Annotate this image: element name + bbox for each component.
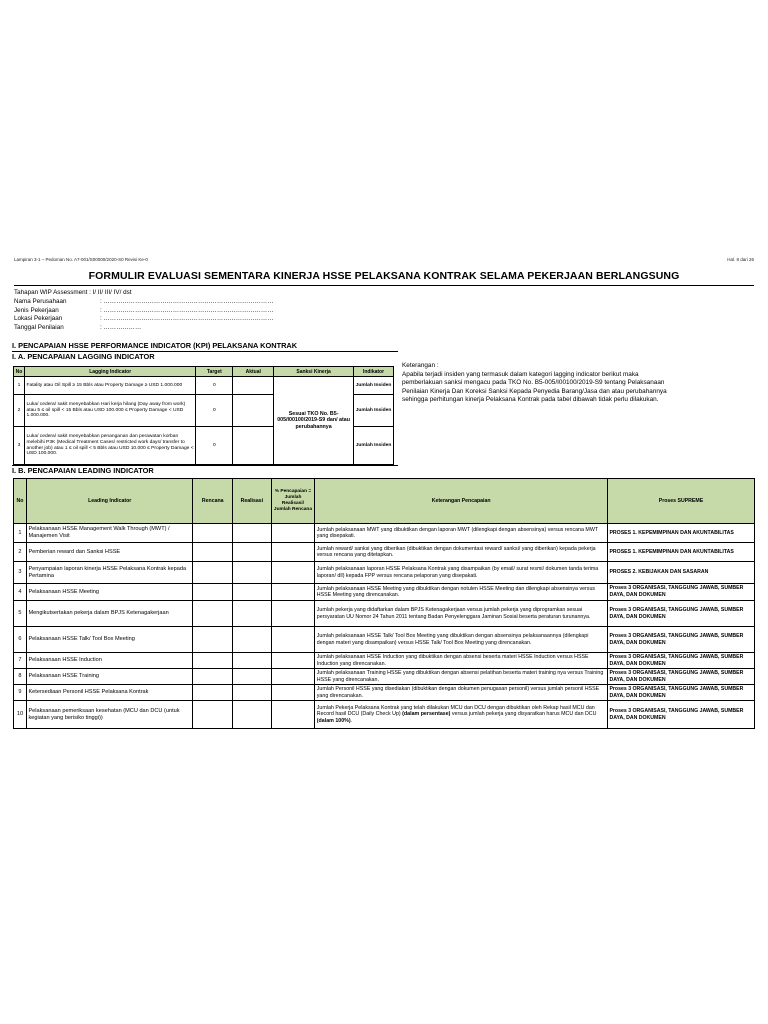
actual-value[interactable] bbox=[233, 427, 274, 465]
indicator-text: Pelaksanaan HSSE Training bbox=[26, 669, 193, 685]
leading-table bbox=[13, 478, 755, 729]
table-row bbox=[14, 584, 755, 601]
proses-cell: Proses 3 ORGANISASI, TANGGUNG JAWAB, SUMBER DAYA, DAN DOKUMEN bbox=[607, 627, 754, 653]
col-header: Sanksi Kinerja bbox=[274, 367, 354, 377]
realisasi-cell[interactable] bbox=[233, 653, 272, 669]
keterangan-emphasis: (dalam 100%) bbox=[316, 717, 351, 724]
col-header: Target bbox=[196, 367, 233, 377]
row-number: 3 bbox=[14, 562, 27, 584]
pencapaian-cell[interactable] bbox=[271, 627, 315, 653]
realisasi-cell[interactable] bbox=[233, 584, 272, 601]
keterangan-text: versus jumlah pekerja yang disyaratkan harus MCU dan DCU bbox=[450, 711, 597, 718]
row-number: 5 bbox=[14, 601, 27, 627]
pencapaian-cell[interactable] bbox=[271, 601, 315, 627]
actual-value[interactable] bbox=[233, 377, 274, 395]
row-number: 7 bbox=[14, 653, 27, 669]
col-header: Proses SUPREME bbox=[607, 479, 754, 524]
target-value: 0 bbox=[196, 377, 233, 395]
indicator-text: Pelaksanaan HSSE Induction bbox=[26, 653, 193, 669]
table-header-row bbox=[14, 367, 394, 377]
rencana-cell[interactable] bbox=[193, 653, 233, 669]
proses-cell: Proses 3 ORGANISASI, TANGGUNG JAWAB, SUMBER DAYA, DAN DOKUMEN bbox=[607, 701, 754, 729]
keterangan-cell: Jumlah pelaksanaan Training HSSE yang dibuktikan dengan absensi pelatihan beserta materi training nya versus Training HSSE yang direncanakan. bbox=[315, 669, 608, 685]
pencapaian-cell[interactable] bbox=[271, 562, 315, 584]
keterangan-cell: Jumlah pekerja yang didaftarkan dalam BPJS Ketenagakerjaan versus jumlah pekerja yang diprogramkan sesuai persyaratan UU Nomor 24 Tahun 2011 tentang Badan Penyelenggara Jaminan Sosial beserta peraturan turunannya. bbox=[315, 601, 608, 627]
indicator-text: Pemberian reward dan Sanksi HSSE bbox=[26, 543, 193, 562]
keterangan-line: Penilaian Kinerja Dan Koreksi Sanksi Kepada Penyedia Barang/Jasa dan atau perubahannya bbox=[402, 387, 667, 395]
table-header-row bbox=[14, 479, 755, 524]
keterangan-line: Apabila terjadi insiden yang termasuk dalam kategori lagging indicator berikut maka bbox=[402, 370, 639, 378]
col-header: Keterangan Pencapaian bbox=[315, 479, 608, 524]
keterangan-cell: Jumlah pelaksanaan laporan HSSE Pelaksana Kontrak yang disampaikan (by email/ surat resmi/ dokumen tanda terima laporan/ dll) kepada FPP versus rencana pelaporan yang disepakati. bbox=[315, 562, 608, 584]
col-header: No bbox=[14, 479, 27, 524]
proses-cell: Proses 3 ORGANISASI, TANGGUNG JAWAB, SUMBER DAYA, DAN DOKUMEN bbox=[607, 669, 754, 685]
row-number: 2 bbox=[14, 395, 25, 427]
section-b-heading: I. B. PENCAPAIAN LEADING INDICATOR bbox=[12, 466, 154, 475]
meta-value: : ……………………………………………………………………… bbox=[100, 306, 274, 314]
row-number: 2 bbox=[14, 543, 27, 562]
col-header: Rencana bbox=[193, 479, 233, 524]
row-number: 6 bbox=[14, 627, 27, 653]
row-number: 1 bbox=[14, 377, 25, 395]
table-row bbox=[14, 653, 755, 669]
indicator-unit: Jumlah Insiden bbox=[354, 395, 394, 427]
meta-row-company bbox=[14, 298, 274, 307]
row-number: 9 bbox=[14, 685, 27, 701]
meta-label: Jenis Pekerjaan bbox=[14, 306, 59, 314]
realisasi-cell[interactable] bbox=[233, 524, 272, 543]
col-header: Indikator bbox=[354, 367, 394, 377]
rencana-cell[interactable] bbox=[193, 524, 233, 543]
realisasi-cell[interactable] bbox=[233, 701, 272, 729]
target-value: 0 bbox=[196, 395, 233, 427]
pencapaian-cell[interactable] bbox=[271, 584, 315, 601]
table-row bbox=[14, 562, 755, 584]
row-number: 4 bbox=[14, 584, 27, 601]
indicator-text: Pelaksanaan pemeriksaan kesehatan (MCU dan DCU (untuk kegiatan yang berisiko tinggi)) bbox=[26, 701, 193, 729]
meta-value: : ……………… bbox=[100, 324, 142, 332]
realisasi-cell[interactable] bbox=[233, 543, 272, 562]
col-header: Realisasi bbox=[233, 479, 272, 524]
col-header: Aktual bbox=[233, 367, 274, 377]
table-row bbox=[14, 377, 394, 395]
pencapaian-cell[interactable] bbox=[271, 653, 315, 669]
rencana-cell[interactable] bbox=[193, 669, 233, 685]
meta-label: Nama Perusahaan bbox=[14, 297, 67, 305]
meta-value: : ……………………………………………………………………… bbox=[100, 315, 274, 323]
col-header: Leading Indicator bbox=[26, 479, 193, 524]
indicator-text: Mengikutsertakan pekerja dalam BPJS Ketenagakerjaan bbox=[26, 601, 193, 627]
pencapaian-cell[interactable] bbox=[271, 685, 315, 701]
section-1-heading: I. PENCAPAIAN HSSE PERFORMANCE INDICATOR (KPI) PELAKSANA KONTRAK bbox=[12, 341, 298, 350]
keterangan-title: Keterangan : bbox=[402, 362, 439, 369]
sanksi-cell: Sesuai TKO No. B5-005/I00100/2019-S9 dan/ atau perubahannya bbox=[274, 377, 354, 465]
row-number: 10 bbox=[14, 701, 27, 729]
proses-cell: PROSES 2. KEBIJAKAN DAN SASARAN bbox=[607, 562, 754, 584]
realisasi-cell[interactable] bbox=[233, 562, 272, 584]
indicator-text: Fatality atau Oil Spill ≥ 15 Bbls atau Property Damage ≥ USD 1.000.000 bbox=[24, 377, 195, 395]
rencana-cell[interactable] bbox=[193, 543, 233, 562]
page-number: Hal. 8 dari 26 bbox=[727, 257, 754, 262]
meta-value: : ……………………………………………………………………… bbox=[100, 297, 274, 305]
indicator-unit: Jumlah Insiden bbox=[354, 377, 394, 395]
rencana-cell[interactable] bbox=[193, 627, 233, 653]
indicator-text: Penyampaian laporan kinerja HSSE Pelaksana Kontrak kepada Pertamina bbox=[26, 562, 193, 584]
keterangan-emphasis: (dalam persentase) bbox=[402, 711, 451, 718]
row-number: 1 bbox=[14, 524, 27, 543]
meta-block bbox=[14, 289, 274, 333]
keterangan-line: pemberlakuan sanksi mengacu pada TKO No. B5-005/I00100/2019-S9 tentang Pelaksanaan bbox=[402, 379, 665, 387]
meta-row-date bbox=[14, 324, 274, 333]
keterangan-cell: Jumlah reward/ sanksi yang diberikan (dibuktikan dengan dokumentasi reward/ sanksi/ yang diberikan) kepada pekerja versus rencana yang ditetapkan. bbox=[315, 543, 608, 562]
keterangan-text: Jumlah Pekerja Pelaksana Kontrak yang telah dilakukan MCU dan DCU dengan dibuktikan oleh Rekap hasil MCU dan Record hasil DCU (Daily Check Up) bbox=[316, 704, 595, 718]
table-row bbox=[14, 669, 755, 685]
keterangan-cell bbox=[315, 701, 608, 729]
proses-cell: PROSES 1. KEPEMIMPINAN DAN AKUNTABILITAS bbox=[607, 524, 754, 543]
col-header: % Pencapaian = Jumlah Realisasi/ Jumlah Rencana bbox=[271, 479, 315, 524]
meta-row-job bbox=[14, 307, 274, 316]
title-divider bbox=[14, 285, 754, 286]
target-value: 0 bbox=[196, 427, 233, 465]
keterangan-cell: Jumlah pelaksanaan HSSE Induction yang dibuktikan dengan absensi beserta materi HSSE Induction versus HSSE Induction yang direncanakan. bbox=[315, 653, 608, 669]
table-row bbox=[14, 601, 755, 627]
pencapaian-cell[interactable] bbox=[271, 543, 315, 562]
stage-label: Tahapan WIP Assessment : I/ II/ III/ IV/ dst bbox=[14, 289, 132, 296]
rencana-cell[interactable] bbox=[193, 584, 233, 601]
proses-cell: Proses 3 ORGANISASI, TANGGUNG JAWAB, SUMBER DAYA, DAN DOKUMEN bbox=[607, 685, 754, 701]
indicator-text: Luka/ cedera/ sakit menyebabkan Hari kerja hilang (Day away from work) atau 5 ≤ oil spill < 15 Bbls atau USD 100.000 ≤ Property Damage < USD 1.000.000. bbox=[24, 395, 195, 427]
row-number: 8 bbox=[14, 669, 27, 685]
realisasi-cell[interactable] bbox=[233, 601, 272, 627]
proses-cell: PROSES 1. KEPEMIMPINAN DAN AKUNTABILITAS bbox=[607, 543, 754, 562]
proses-cell: Proses 3 ORGANISASI, TANGGUNG JAWAB, SUMBER DAYA, DAN DOKUMEN bbox=[607, 601, 754, 627]
rencana-cell[interactable] bbox=[193, 701, 233, 729]
realisasi-cell[interactable] bbox=[233, 685, 272, 701]
actual-value[interactable] bbox=[233, 395, 274, 427]
col-header: Lagging Indicator bbox=[24, 367, 195, 377]
indicator-unit: Jumlah Insiden bbox=[354, 427, 394, 465]
indicator-text: Ketersediaan Personil HSSE Pelaksana Kontrak bbox=[26, 685, 193, 701]
indicator-text: Pelaksanaan HSSE Management Walk Through (MWT) / Manajemen Visit bbox=[26, 524, 193, 543]
row-number: 3 bbox=[14, 427, 25, 465]
col-header: No bbox=[14, 367, 25, 377]
keterangan-cell: Jumlah pelaksanaan MWT yang dibuktikan dengan laporan MWT (dilengkapi dengan absensinya) versus rencana MWT yang disepakati. bbox=[315, 524, 608, 543]
keterangan-cell: Jumlah Personil HSSE yang disediakan (dibuktikan dengan dokumen penugasan personil) versus jumlah personil HSSE yang direncanakan. bbox=[315, 685, 608, 701]
proses-cell: Proses 3 ORGANISASI, TANGGUNG JAWAB, SUMBER DAYA, DAN DOKUMEN bbox=[607, 653, 754, 669]
page-title: FORMULIR EVALUASI SEMENTARA KINERJA HSSE PELAKSANA KONTRAK SELAMA PEKERJAAN BERLANGSUNG bbox=[88, 270, 680, 282]
rencana-cell[interactable] bbox=[193, 562, 233, 584]
keterangan-cell: Jumlah pelaksanaan HSSE Talk/ Tool Box Meeting yang dibuktikan dengan absensinya pelaksanaannya (dilengkapi dengan materi yang disampaikan) versus HSSE Talk/ Tool Box Meeting yang direncanakan. bbox=[315, 627, 608, 653]
meta-label: Lokasi Pekerjaan bbox=[14, 315, 63, 323]
pencapaian-cell[interactable] bbox=[271, 524, 315, 543]
pencapaian-cell[interactable] bbox=[271, 669, 315, 685]
meta-label: Tanggal Penilaian bbox=[14, 324, 64, 332]
keterangan-note bbox=[402, 362, 758, 405]
keterangan-text: . bbox=[350, 717, 353, 724]
table-row bbox=[14, 524, 755, 543]
table-row bbox=[14, 685, 755, 701]
rencana-cell[interactable] bbox=[193, 601, 233, 627]
realisasi-cell[interactable] bbox=[233, 627, 272, 653]
table-row bbox=[14, 701, 755, 729]
doc-reference: Lampiran 3-1 – Pedoman No. A7-001/S00000/2020-S0 Revisi Ke-0 bbox=[14, 257, 148, 262]
pencapaian-cell[interactable] bbox=[271, 701, 315, 729]
proses-cell: Proses 3 ORGANISASI, TANGGUNG JAWAB, SUMBER DAYA, DAN DOKUMEN bbox=[607, 584, 754, 601]
lagging-table bbox=[13, 366, 394, 465]
realisasi-cell[interactable] bbox=[233, 669, 272, 685]
indicator-text: Pelaksanaan HSSE Talk/ Tool Box Meeting bbox=[26, 627, 193, 653]
table-row bbox=[14, 543, 755, 562]
rencana-cell[interactable] bbox=[193, 685, 233, 701]
section-a-heading: I. A. PENCAPAIAN LAGGING INDICATOR bbox=[12, 352, 155, 361]
indicator-text: Pelaksanaan HSSE Meeting bbox=[26, 584, 193, 601]
table-row bbox=[14, 627, 755, 653]
keterangan-cell: Jumlah pelaksanaan HSSE Meeting yang dibuktikan dengan notulen HSSE Meeting dan dilengkapi absensinya versus HSSE Meeting yang direncanakan. bbox=[315, 584, 608, 601]
indicator-text: Luka/ cedera/ sakit menyebabkan penanganan dan perawatan korban melebihi P3K (Medical Treatment Cases/ restricted work days/ transfer to another job) atau 1 ≤ oil spill < 5 Bbls atau USD 10.000 ≤ Property Damage < USD 100.000. bbox=[24, 427, 195, 465]
keterangan-line: sehingga perhitungan kinerja Pelaksana Kontrak pada tabel dibawah tidak perlu dilakukan. bbox=[402, 396, 659, 404]
meta-row-location bbox=[14, 315, 274, 324]
